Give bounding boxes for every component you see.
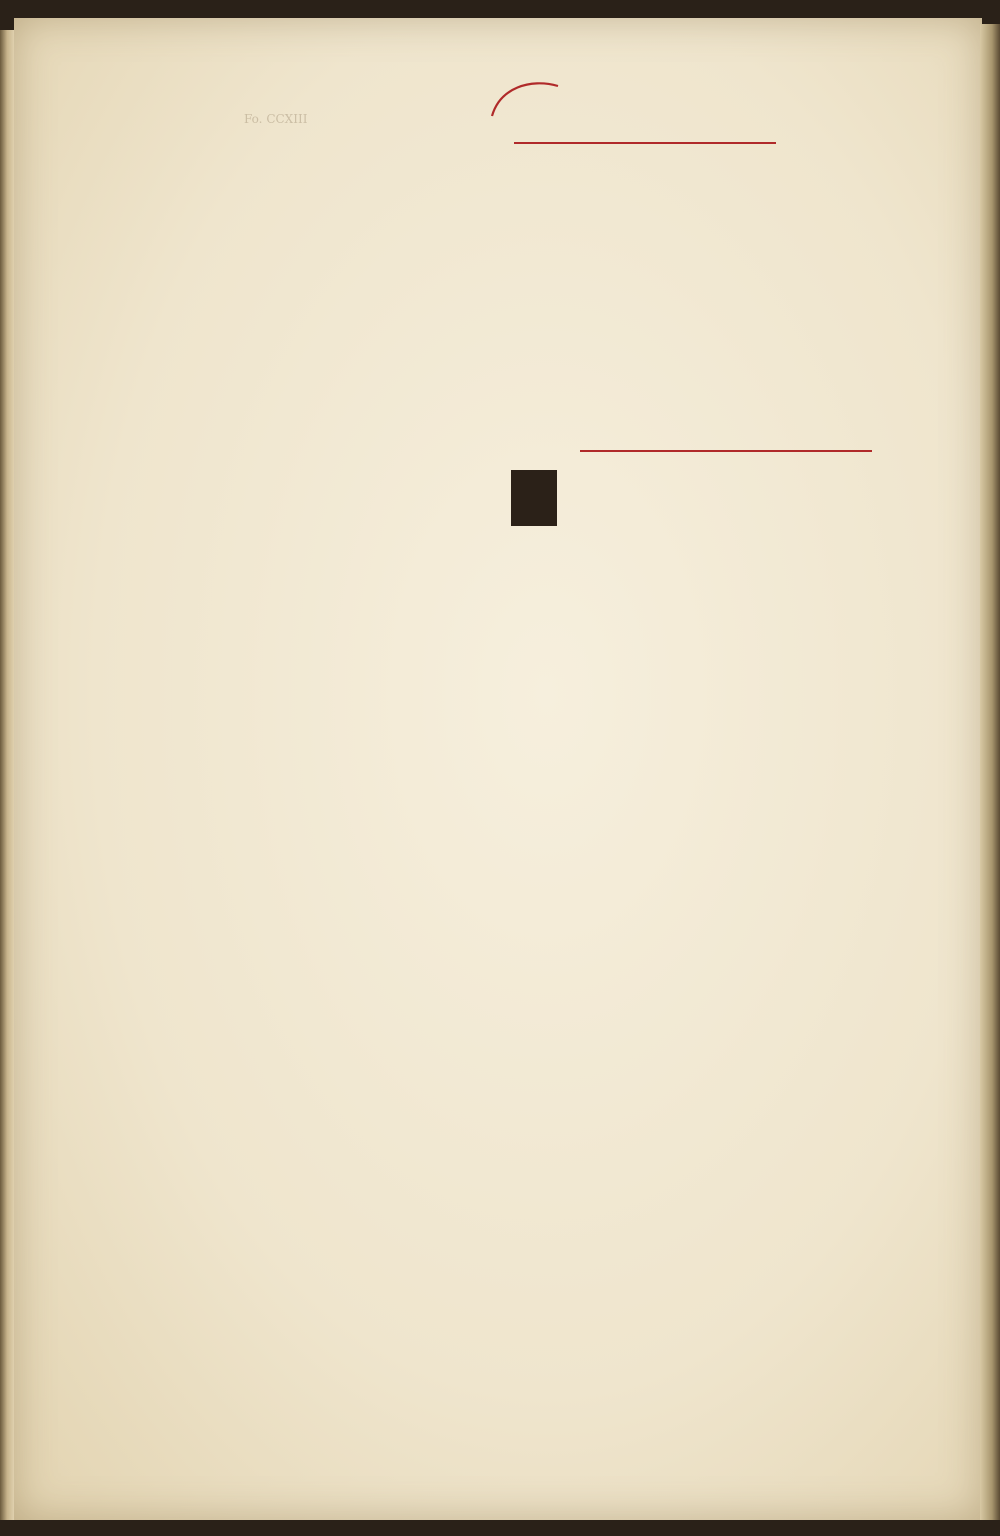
rubric-flourish-icon: [490, 78, 560, 118]
running-head: [514, 118, 518, 138]
show-through-text: Fo. CCXIII: [244, 112, 308, 126]
book-fore-edge-right: [980, 24, 1000, 1520]
book-page: [14, 18, 982, 1520]
section-heading: [574, 428, 576, 446]
section-heading-rule: [580, 450, 872, 452]
running-head-rule: [514, 142, 776, 144]
drop-cap-initial: [511, 470, 557, 526]
